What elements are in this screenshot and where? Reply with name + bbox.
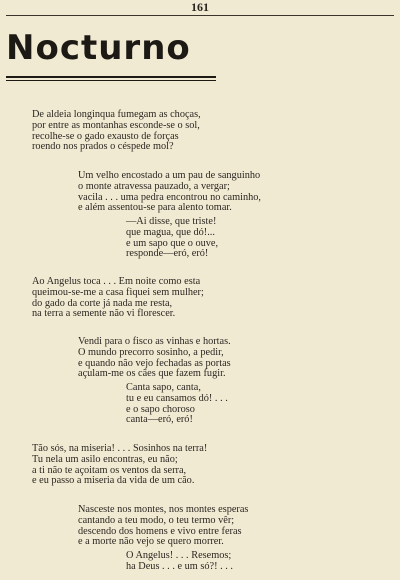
verse-line: queimou-se-me a casa fiquei sem mulher; xyxy=(32,286,204,298)
stanza-9 xyxy=(126,551,233,573)
verse-line: e quando não vejo fechadas as portas xyxy=(78,357,231,369)
stanza-7 xyxy=(32,444,207,487)
verse-line: De aldeia longinqua fumegam as choças, xyxy=(32,109,201,120)
stanza-4 xyxy=(32,277,204,320)
title-underline xyxy=(6,76,216,78)
verse-line: açulam-me os cães que fazem fugir. xyxy=(78,368,226,380)
verse-line: o monte atravessa pauzado, a vergar; xyxy=(78,180,230,192)
stanza-1 xyxy=(32,110,201,153)
verse-line: descendo dos homens e vivo entre feras xyxy=(78,525,242,537)
verse-line: e um sapo que o ouve, xyxy=(126,237,219,249)
verse-line: Vendi para o fisco as vinhas e hortas. xyxy=(78,336,231,347)
stanza-2 xyxy=(78,171,261,214)
verse-line: e eu passo a miseria da vida de um cão. xyxy=(32,475,195,487)
verse-line: Canta sapo, canta, xyxy=(126,382,201,393)
verse-line: Tu nela um asilo encontras, eu não; xyxy=(32,453,178,465)
verse-line: Ao Angelus toca . . . Em noite como esta xyxy=(32,276,201,287)
verse-line: tu e eu cansamos dó! . . . xyxy=(126,392,228,404)
verse-line: Um velho encostado a um pau de sanguinho xyxy=(78,170,261,181)
stanza-8 xyxy=(78,505,248,548)
verse-line: —Ai disse, que triste! xyxy=(126,216,217,227)
poem-title: Nocturno xyxy=(6,28,191,68)
verse-line: O mundo precorro sosinho, a pedir, xyxy=(78,346,224,358)
verse-line: vacila . . . uma pedra encontrou no caminho, xyxy=(78,191,261,203)
stanza-5 xyxy=(78,337,231,380)
page-number: 161 xyxy=(191,0,209,14)
header-rule xyxy=(6,15,394,16)
verse-line: e além assentou-se para alento tomar. xyxy=(78,202,232,214)
verse-line: e a morte não vejo se quero morrer. xyxy=(78,536,224,548)
verse-line: canta—eró, eró! xyxy=(126,414,193,426)
verse-line: recolhe-se o gado exausto de forças xyxy=(32,130,179,142)
verse-line: Nasceste nos montes, nos montes esperas xyxy=(78,504,249,515)
verse-line: O Angelus! . . . Resemos; xyxy=(126,550,232,561)
verse-line: Tão sós, na miseria! . . . Sosinhos na terra! xyxy=(32,443,208,454)
verse-line: ha Deus . . . e um só?! . . . xyxy=(126,560,233,572)
stanza-6 xyxy=(126,383,228,426)
verse-line: que magua, que dó!... xyxy=(126,226,215,238)
verse-line: na terra a semente não vi florescer. xyxy=(32,308,176,320)
verse-line: a ti não te açoitam os ventos da serra, xyxy=(32,464,187,476)
verse-line: roendo nos prados o céspede mol? xyxy=(32,141,174,153)
verse-line: cantando a teu modo, o teu termo vêr; xyxy=(78,514,235,526)
verse-line: responde—eró, eró! xyxy=(126,248,209,260)
stanza-3 xyxy=(126,217,218,260)
verse-line: por entre as montanhas esconde-se o sol, xyxy=(32,119,200,131)
verse-line: do gado da corte já nada me resta, xyxy=(32,297,173,309)
verse-line: e o sapo choroso xyxy=(126,403,195,415)
title-underline-thin xyxy=(6,80,216,81)
